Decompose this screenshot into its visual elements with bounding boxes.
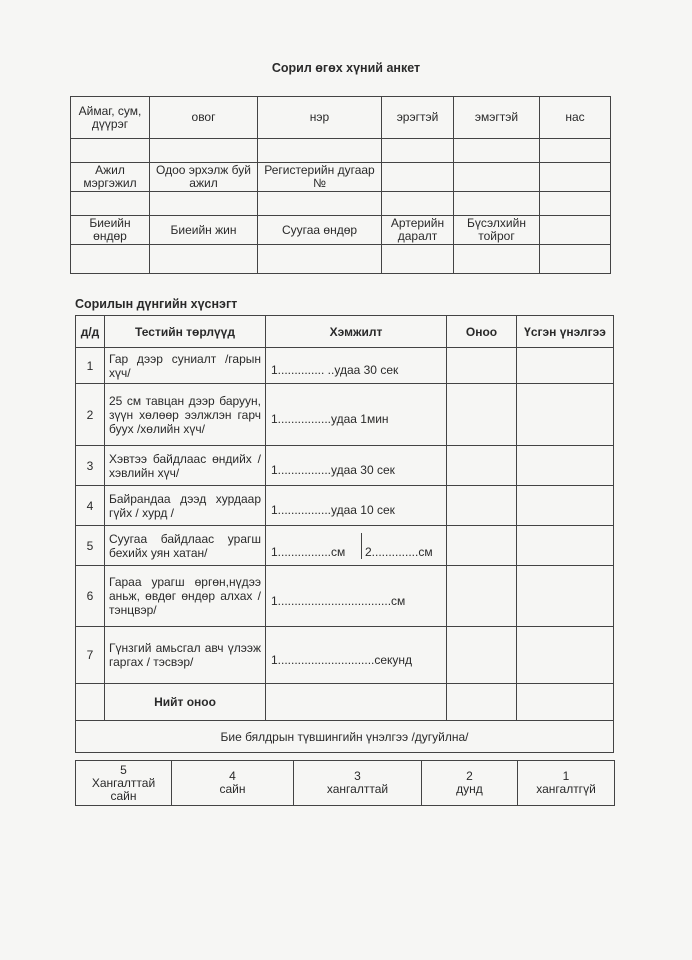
grade-field[interactable] — [517, 526, 614, 566]
score-field[interactable] — [447, 446, 517, 486]
table-row — [76, 566, 614, 627]
form-label-male: эрэгтэй — [382, 97, 454, 139]
header-number: д/д — [76, 316, 105, 348]
row-number: 4 — [76, 486, 105, 526]
form-field-age[interactable] — [540, 139, 611, 163]
table-row — [76, 627, 614, 684]
assessment-scale — [75, 760, 615, 806]
measurement-field[interactable]: 1..................................см — [266, 566, 447, 627]
form-field-blood-pressure[interactable] — [382, 245, 454, 274]
measurement-field[interactable]: 1................удаа 10 сек — [266, 486, 447, 526]
form-field-surname[interactable] — [150, 139, 258, 163]
header-letter-grade: Үсгэн үнэлгээ — [517, 316, 614, 348]
form-field-extra[interactable] — [540, 245, 611, 274]
scale-label: хангалтгүй — [536, 782, 596, 796]
form-field-extra[interactable] — [540, 192, 611, 216]
score-field[interactable] — [447, 627, 517, 684]
form-label-height: Биеийн өндөр — [71, 216, 150, 245]
row-number: 5 — [76, 526, 105, 566]
assessment-label: Бие бялдрын түвшингийн үнэлгээ /дугуйлна/ — [76, 721, 614, 753]
form-label-weight: Биеийн жин — [150, 216, 258, 245]
grade-field[interactable] — [517, 486, 614, 526]
table-row — [76, 348, 614, 384]
row-number: 1 — [76, 348, 105, 384]
grade-field[interactable] — [517, 384, 614, 446]
table-row — [76, 486, 614, 526]
measurement-field-1[interactable]: 1................см — [266, 533, 362, 559]
scale-score: 1 — [562, 769, 570, 783]
header-test-type: Тестийн төрлүүд — [105, 316, 266, 348]
scale-score: 4 — [229, 769, 236, 783]
form-field-height[interactable] — [71, 245, 150, 274]
form-field-extra[interactable] — [382, 192, 454, 216]
measurement-field-2[interactable]: 2..............см — [365, 544, 433, 559]
scale-label: сайн — [219, 782, 246, 796]
total-row — [76, 684, 614, 721]
row-number: 3 — [76, 446, 105, 486]
scale-option-2[interactable] — [422, 761, 518, 806]
test-name: Байрандаа дээд хурдаар гүйх / хурд / — [105, 486, 266, 526]
table-row — [76, 526, 614, 566]
form-label-age: нас — [540, 97, 611, 139]
row-number: 7 — [76, 627, 105, 684]
scale-label: хангалттай — [326, 782, 389, 796]
test-name: Гараа урагш өргөн,нүдээ аньж, өвдөг өндөр алхах /тэнцвэр/ — [105, 566, 266, 627]
scale-score: 5 — [120, 762, 127, 777]
form-field-female[interactable] — [454, 139, 540, 163]
form-blank-cell — [540, 163, 611, 192]
form-field-weight[interactable] — [150, 245, 258, 274]
scale-label: дунд — [456, 782, 483, 796]
test-name: Хэвтээ байдлаас өндийх / хэвлийн хүч/ — [105, 446, 266, 486]
form-label-female: эмэгтэй — [454, 97, 540, 139]
score-field[interactable] — [447, 566, 517, 627]
form-field-extra[interactable] — [454, 192, 540, 216]
scale-option-5[interactable] — [76, 761, 172, 806]
form-field-male[interactable] — [382, 139, 454, 163]
header-measurement: Хэмжилт — [266, 316, 447, 348]
grade-field[interactable] — [517, 566, 614, 627]
form-label-register-number: Регистерийн дугаар № — [258, 163, 382, 192]
score-field[interactable] — [447, 486, 517, 526]
form-blank-cell — [540, 216, 611, 245]
scale-option-1[interactable] — [518, 761, 615, 806]
form-field-current-job[interactable] — [150, 192, 258, 216]
test-name: Гүнзгий амьсгал авч үлээж гаргах / тэсвэр/ — [105, 627, 266, 684]
form-field-province[interactable] — [71, 139, 150, 163]
table-row — [76, 446, 614, 486]
row-number: 2 — [76, 384, 105, 446]
test-name: Суугаа байдлаас урагш бехийх уян хатан/ — [105, 526, 266, 566]
score-field[interactable] — [447, 348, 517, 384]
test-name: Гар дээр суниалт /гарын хүч/ — [105, 348, 266, 384]
measurement-field[interactable]: 1................удаа 30 сек — [266, 446, 447, 486]
score-field[interactable] — [447, 384, 517, 446]
scale-score: 3 — [354, 769, 361, 783]
participant-form — [70, 96, 611, 274]
total-measurement-field[interactable] — [266, 684, 447, 721]
form-label-current-job: Одоо эрхэлж буй ажил — [150, 163, 258, 192]
page-title: Сорил өгөх хүний анкет — [271, 61, 421, 75]
blank-cell — [76, 684, 105, 721]
score-field[interactable] — [447, 526, 517, 566]
measurement-field[interactable]: 1.............. ..удаа 30 сек — [266, 348, 447, 384]
form-field-name[interactable] — [258, 139, 382, 163]
scale-option-3[interactable] — [294, 761, 422, 806]
total-label: Нийт оноо — [105, 684, 266, 721]
form-field-waist[interactable] — [454, 245, 540, 274]
form-label-waist: Бүсэлхийн тойрог — [454, 216, 540, 245]
measurement-field[interactable]: 1................удаа 1мин — [266, 384, 447, 446]
form-field-register-number[interactable] — [258, 192, 382, 216]
row-number: 6 — [76, 566, 105, 627]
form-blank-cell — [382, 163, 454, 192]
total-grade-field[interactable] — [517, 684, 614, 721]
form-blank-cell — [454, 163, 540, 192]
form-label-name: нэр — [258, 97, 382, 139]
scale-label: Хангалттай сайн — [91, 775, 156, 803]
form-field-profession[interactable] — [71, 192, 150, 216]
measurement-field[interactable]: 1.............................секунд — [266, 627, 447, 684]
results-title: Сорилын дүнгийн хүснэгт — [75, 297, 238, 311]
grade-field[interactable] — [517, 627, 614, 684]
form-label-blood-pressure: Артерийн даралт — [382, 216, 454, 245]
grade-field[interactable] — [517, 348, 614, 384]
form-label-sitting-height: Суугаа өндөр — [258, 216, 382, 245]
form-label-profession: Ажил мэргэжил — [71, 163, 150, 192]
total-score-field[interactable] — [447, 684, 517, 721]
header-score: Оноо — [447, 316, 517, 348]
test-name: 25 см тавцан дээр баруун, зүүн хөлөөр ээлжлэн гарч буух /хөлийн хүч/ — [105, 384, 266, 446]
form-field-sitting-height[interactable] — [258, 245, 382, 274]
form-label-province: Аймаг, сум, дүүрэг — [71, 97, 150, 139]
measurement-split — [266, 526, 447, 566]
form-label-surname: овог — [150, 97, 258, 139]
scale-option-4[interactable] — [172, 761, 294, 806]
results-table — [75, 315, 614, 753]
grade-field[interactable] — [517, 446, 614, 486]
scale-score: 2 — [466, 769, 473, 783]
table-row — [76, 384, 614, 446]
